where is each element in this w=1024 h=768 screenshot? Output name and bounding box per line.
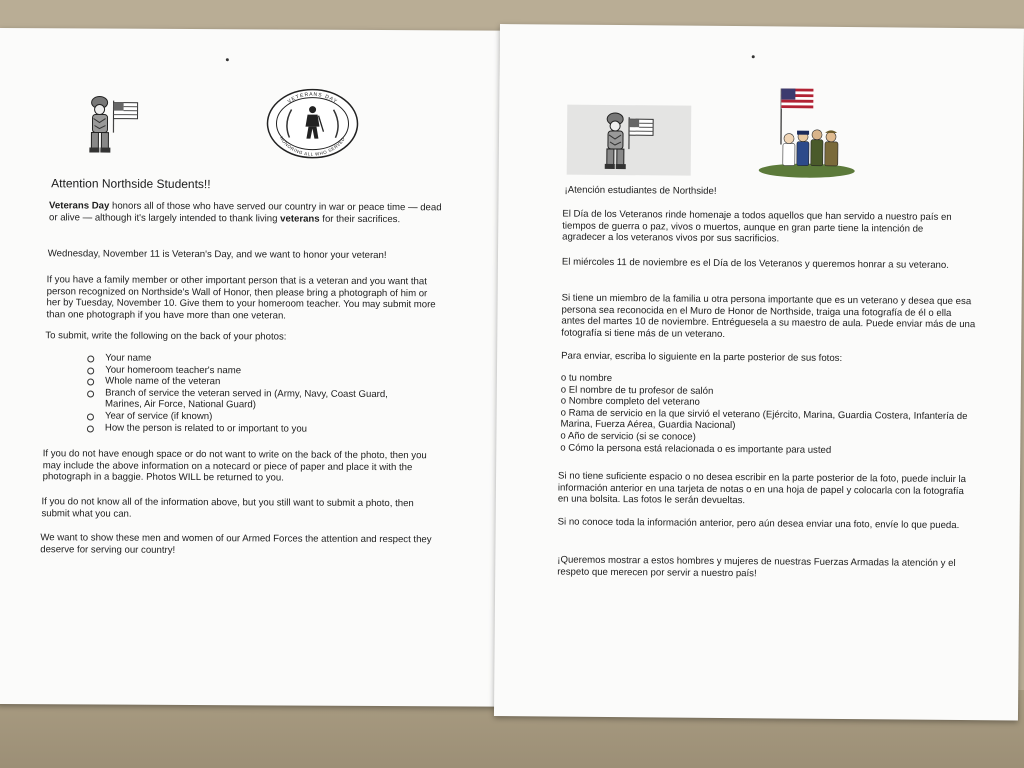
english-paragraph-intro — [49, 200, 444, 225]
list-item: Your name — [87, 352, 417, 365]
list-item: Your homeroom teacher's name — [87, 364, 417, 377]
soldier-with-flag-icon — [83, 92, 143, 154]
spanish-paragraph-partial-info: Si no conoce toda la información anterior, pero aún desea enviar una foto, envíe lo que pueda. — [557, 516, 960, 532]
intro-text-end: for their sacrifices. — [319, 213, 401, 225]
list-item: o Rama de servicio en la que sirvió el veterano (Ejército, Marina, Guardia Costera, Infantería de Marina, Fuerza Aérea, Guardia Nacional) — [560, 407, 968, 432]
veterans-day-bold: Veterans Day — [49, 200, 110, 212]
english-paragraph-submit: To submit, write the following on the back of your photos: — [45, 330, 287, 343]
list-item: o Nombre completo del veterano — [560, 395, 700, 408]
flyer-spanish — [494, 24, 1024, 721]
english-checklist — [87, 352, 417, 435]
hole-punch-dot — [226, 58, 229, 61]
svg-text:VETERANS DAY: VETERANS DAY — [286, 91, 339, 106]
list-item: Whole name of the veteran — [87, 376, 417, 389]
spanish-paragraph-submit: Para enviar, escriba lo siguiente en la parte posterior de sus fotos: — [561, 350, 843, 364]
english-paragraph-date: Wednesday, November 11 is Veteran's Day, and we want to honor your veteran! — [47, 248, 387, 262]
veterans-day-seal-icon — [265, 87, 359, 159]
list-item: o El nombre de tu profesor de salón — [560, 384, 714, 397]
veterans-group-with-flag-icon — [755, 84, 860, 181]
spanish-paragraph-notecard: Si no tiene suficiente espacio o no desea escribir en la parte posterior de la foto, puede incluir la información anterior en una tarjeta de notas o en una hoja de papel y colocarla con la fotografía en una bolsita. Las fotos le serán devueltas. — [557, 470, 967, 507]
list-item: Year of service (if known) — [87, 410, 417, 423]
flyer-english — [0, 28, 500, 707]
spanish-paragraph-instructions: Si tiene un miembro de la familia u otra persona importante que es un veterano y desea que esa persona sea reconocida en el Muro de Honor de Northside, traiga una fotografía de él o ella antes del martes 10 de noviembre. Entréguesela a su maestro de aula. Puede enviar más de una fotografía si tiene más de un veterano. — [561, 292, 976, 340]
list-item: How the person is related to or important to you — [87, 422, 417, 435]
intro-text-middle: honors all of those who have served our country in war or peace time — dead or alive — although it's largely intended to thank living — [48, 200, 442, 225]
spanish-paragraph-intro: El Día de los Veteranos rinde homenaje a todos aquellos que han servido a nuestro país en tiempos de guerra o paz, vivos o muertos, aunque en gran parte tiene la intención de agradecer a los veteranos vivos por sus sacrificios. — [562, 208, 952, 245]
spanish-title: ¡Atención estudiantes de Northside! — [564, 184, 717, 197]
veterans-bold: veterans — [280, 213, 320, 225]
english-paragraph-instructions: If you have a family member or other important person that is a veteran and you want that person recognized on Northside's Wall of Honor, then please bring a photograph of him or her by Tuesday, November 10. Give them to your homeroom teacher. You may submit more than one photograph if you have more than one veteran. — [46, 274, 436, 322]
spanish-checklist — [560, 373, 971, 458]
english-paragraph-closing: We want to show these men and women of our Armed Forces the attention and respect they deserve for serving our country! — [40, 532, 432, 556]
english-paragraph-notecard: If you do not have enough space or do not want to write on the back of the photo, then you may include the above information on a notecard or piece of paper and place it with the photograph in a baggie. Photos WILL be returned to you. — [42, 448, 427, 484]
hole-punch-dot — [752, 55, 755, 58]
list-item: o Cómo la persona está relacionada o es importante para usted — [560, 442, 832, 456]
list-item: Branch of service the veteran served in (Army, Navy, Coast Guard, Marines, Air Force, National Guard) — [87, 387, 417, 412]
english-title: Attention Northside Students!! — [51, 176, 211, 192]
list-item: o Año de servicio (si se conoce) — [560, 430, 696, 443]
spanish-paragraph-closing: ¡Queremos mostrar a estos hombres y mujeres de nuestras Fuerzas Armadas la atención y el respeto que merecen por servir a nuestro país! — [557, 554, 956, 579]
spanish-paragraph-date: El miércoles 11 de noviembre es el Día de los Veteranos y queremos honrar a su veterano. — [561, 256, 949, 271]
svg-text:HONORING ALL WHO SERVED: HONORING ALL WHO SERVED — [278, 135, 346, 157]
soldier-with-flag-icon — [599, 109, 660, 172]
list-item: o tu nombre — [560, 372, 613, 384]
english-paragraph-partial-info: If you do not know all of the information above, but you still want to submit a photo, then submit what you can. — [41, 496, 414, 520]
